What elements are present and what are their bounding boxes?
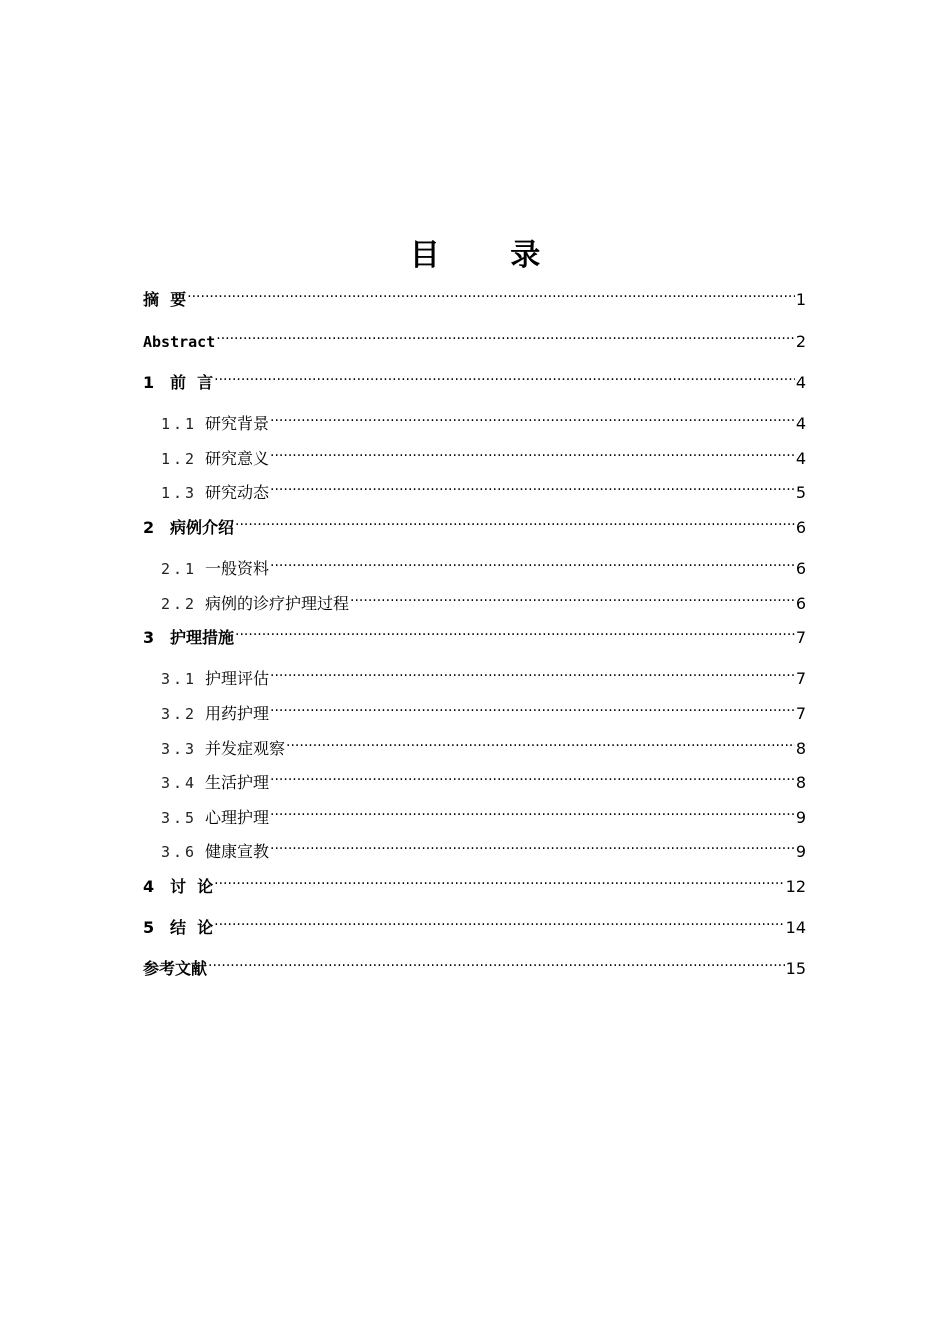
toc-leader-dots [214,868,784,892]
toc-entry-references[interactable] [143,950,806,978]
toc-entry-subsection[interactable] [143,585,806,613]
toc-leader-dots [350,585,795,609]
toc-entry-page: 9 [795,808,806,827]
toc-entry-subsection[interactable] [143,474,806,502]
toc-entry-number: 1.1 [161,415,198,433]
toc-entry-number: 3.3 [161,740,198,758]
toc-entry-page: 2 [795,332,806,351]
toc-entry-page: 15 [785,959,806,978]
toc-entry-subsection[interactable] [143,799,806,827]
toc-entry-page: 1 [795,290,806,309]
toc-entry-section[interactable] [143,509,806,537]
toc-leader-dots [216,323,795,347]
toc-entry-page: 4 [795,373,806,392]
toc-entry-number: 3.2 [161,705,198,723]
toc-entry-abstract-en[interactable] [143,323,806,351]
toc-entry-number: 2 [143,518,155,537]
toc-leader-dots [270,405,795,429]
toc-entry-label: Abstract [143,333,216,351]
toc-entry-subsection[interactable] [143,764,806,792]
toc-entry-label: 结 论 [170,918,214,937]
toc-entry-label: 护理评估 [205,669,270,688]
toc-leader-dots [214,364,795,388]
toc-entry-page: 4 [795,449,806,468]
toc-entry-number: 2.2 [161,595,198,613]
toc-entry-number: 3.1 [161,670,198,688]
toc-leader-dots [187,281,795,305]
toc-entry-page: 6 [795,518,806,537]
toc-entry-page: 9 [795,842,806,861]
toc-entry-number: 3 [143,628,155,647]
toc-leader-dots [286,730,795,754]
toc-entry-section[interactable] [143,868,806,896]
toc-entry-label: 摘 要 [143,290,187,309]
toc-leader-dots [235,509,795,533]
toc-entry-subsection[interactable] [143,695,806,723]
toc-entry-label: 参考文献 [143,959,208,978]
toc-leader-dots [270,695,795,719]
toc-leader-dots [214,909,784,933]
toc-entry-label: 健康宣教 [205,842,270,861]
toc-entry-page: 8 [795,739,806,758]
toc-entry-label: 心理护理 [205,808,270,827]
toc-entry-number: 3.6 [161,843,198,861]
toc-entry-number: 2.1 [161,560,198,578]
toc-entry-subsection[interactable] [143,440,806,468]
toc-entry-abstract-cn[interactable] [143,281,806,309]
toc-entry-number: 1.2 [161,450,198,468]
toc-entry-label: 研究动态 [205,483,270,502]
toc-entry-number: 3.5 [161,809,198,827]
toc-leader-dots [235,619,795,643]
toc-entry-number: 4 [143,877,155,896]
toc-leader-dots [270,833,795,857]
toc-entry-page: 4 [795,414,806,433]
toc-entry-label: 护理措施 [170,628,235,647]
toc-entry-number: 1.3 [161,484,198,502]
toc-entry-subsection[interactable] [143,660,806,688]
toc-leader-dots [270,474,795,498]
toc-entry-page: 7 [795,669,806,688]
toc-entry-page: 6 [795,594,806,613]
toc-entry-label: 用药护理 [205,704,270,723]
toc-entry-page: 12 [785,877,806,896]
toc-leader-dots [270,764,795,788]
toc-entry-page: 8 [795,773,806,792]
toc-entry-label: 病例的诊疗护理过程 [205,594,350,613]
toc-entry-number: 5 [143,918,155,937]
toc-entry-subsection[interactable] [143,405,806,433]
toc-entry-subsection[interactable] [143,550,806,578]
toc-entry-number: 1 [143,373,155,392]
toc-entry-subsection[interactable] [143,730,806,758]
toc-leader-dots [270,550,795,574]
toc-leader-dots [270,660,795,684]
toc-entry-label: 病例介绍 [170,518,235,537]
toc-entry-label: 一般资料 [205,559,270,578]
toc-leader-dots [270,440,795,464]
toc-leader-dots [270,799,795,823]
toc-entry-label: 前 言 [170,373,214,392]
toc-entry-label: 并发症观察 [205,739,286,758]
toc-entry-page: 5 [795,483,806,502]
toc-entry-page: 14 [785,918,806,937]
toc-entry-section[interactable] [143,364,806,392]
toc-entry-subsection[interactable] [143,833,806,861]
toc-entry-label: 讨 论 [170,877,214,896]
toc-entry-label: 研究背景 [205,414,270,433]
toc-title: 目 录 [409,238,571,273]
toc-entry-label: 生活护理 [205,773,270,792]
toc-entry-label: 研究意义 [205,449,270,468]
toc-entry-page: 7 [795,704,806,723]
toc-entry-section[interactable] [143,619,806,647]
toc-leader-dots [208,950,785,974]
toc-entry-page: 7 [795,628,806,647]
toc-entry-page: 6 [795,559,806,578]
toc-entry-section[interactable] [143,909,806,937]
toc-entry-number: 3.4 [161,774,198,792]
